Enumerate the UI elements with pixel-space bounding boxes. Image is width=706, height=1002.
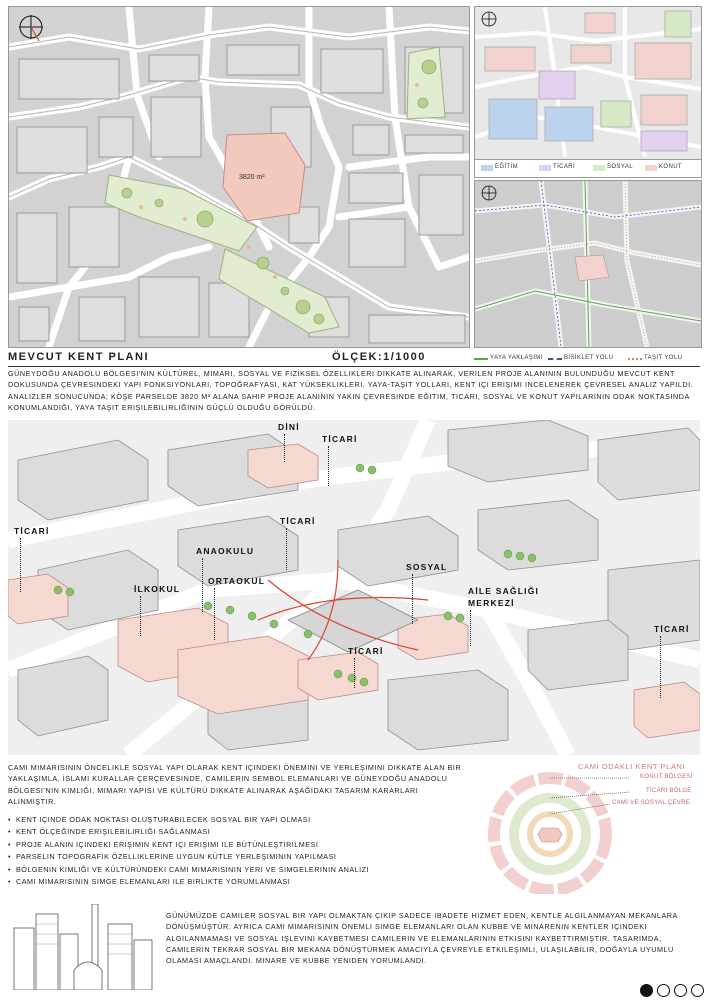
zoning-diagram — [470, 770, 630, 894]
site-plan-drawing — [9, 7, 469, 347]
leader-sosyal — [412, 574, 413, 624]
vehicle-legend-label: TAŞIT YOLU — [644, 355, 683, 361]
walk-legend-label: YAYA YAKLAŞIMI — [490, 355, 543, 361]
decision-item: • KENT ÖLÇEĞINDE ERIŞILEBILIRLIĞI SAĞLANMASI — [8, 826, 462, 838]
label-dini: DİNİ — [278, 422, 300, 432]
walk-legend-line — [474, 358, 488, 360]
site-plan-scale: ÖLÇEK:1/1000 — [332, 351, 426, 363]
pagination — [636, 984, 704, 1002]
legend-swatch-egitim — [481, 165, 493, 171]
page-dot[interactable] — [657, 984, 670, 997]
label-ticari-right: TİCARİ — [654, 624, 690, 634]
function-map-drawing — [475, 7, 701, 177]
legend-label-sosyal: SOSYAL — [607, 164, 633, 170]
diagram-label-konut: KONUT BÖLGESİ — [640, 774, 693, 780]
leader-dini — [284, 434, 285, 462]
diagram-title: CAMİ ODAKLI KENT PLANI — [578, 762, 686, 771]
decision-item: • BÖLGENIN KIMLIĞI VE KÜLTÜRÜNDEKI CAMI MIMARISININ YERI VE SIMGELERININ ANALIZI — [8, 864, 462, 876]
leader-ilkokul — [140, 596, 141, 636]
circulation-map-drawing — [475, 181, 701, 347]
label-ticari-mid: TİCARİ — [280, 516, 316, 526]
decision-item: • CAMI MIMARISININ SIMGE ELEMANLARI ILE BIRLIKTE YORUMLANMASI — [8, 876, 462, 888]
label-ortaokul: ORTAOKUL — [208, 576, 266, 586]
label-ticari-top: TİCARİ — [322, 434, 358, 444]
bike-legend-label: BİSİKLET YOLU — [564, 355, 614, 361]
decision-list — [8, 814, 462, 888]
decision-item: • PROJE ALANIN IÇINDEKI ERIŞIMIN KENT IÇI ERIŞIMI ILE BÜTÜNLEŞTIRILMESI — [8, 839, 462, 851]
legend-label-egitim: EĞİTİM — [495, 164, 519, 170]
leader-ticari-mid — [286, 528, 287, 570]
diagram-label-ticari: TİCARİ BÖLGE — [646, 788, 692, 794]
vehicle-legend-line — [628, 358, 642, 360]
label-aile-sagligi: AİLE SAĞLIĞI — [468, 586, 540, 596]
legend-swatch-sosyal — [593, 165, 605, 171]
site-plan-map — [8, 6, 470, 348]
page-dot[interactable] — [674, 984, 687, 997]
leader-ticari-bottom — [354, 658, 355, 688]
circulation-map — [474, 180, 702, 348]
leader-ticari-top — [328, 446, 329, 486]
isometric-view — [8, 420, 700, 755]
legend-swatch-ticari — [539, 165, 551, 171]
label-merkezi: MERKEZİ — [468, 598, 515, 608]
leader-aile-sagligi — [470, 610, 471, 646]
label-sosyal: SOSYAL — [406, 562, 448, 572]
isometric-drawing — [8, 420, 700, 755]
legend-label-ticari: TİCARİ — [553, 164, 576, 170]
bike-legend-line — [548, 358, 562, 360]
leader-ticari-left — [20, 538, 21, 592]
design-paragraph: CAMI MIMARISININ ÖNCELIKLE SOSYAL YAPI OLARAK KENT IÇINDEKI ÖNEMINI VE YERLEŞIMINI DIKKATE ALAN BIR YAKLAŞIMLA, İSLAMI KURALLAR ÇERÇEVESINDE, CAMILERIN SEMBOL ELEMANLARI VE GÜNEYDOĞU ANADOLU BÖLGESI'NIN KIMLIĞI, MIMARI YAPISI VE KÜLTÜRÜ DIKKATE ALINARAK AŞAĞIDAKI TASARIM KARARLARI ALINMIŞTIR. — [8, 763, 462, 806]
function-map — [474, 6, 702, 178]
decision-item: • KENT IÇINDE ODAK NOKTASI OLUŞTURABILECEK SOSYAL BIR YAPI OLMASI — [8, 814, 462, 826]
decision-item: • PARSELIN TOPOGRAFIK ÖZELLIKLERINE UYGUN KÜTLE YERLEŞIMININ YAPILMASI — [8, 851, 462, 863]
leader-anaokulu — [202, 558, 203, 612]
site-plan-title: MEVCUT KENT PLANI — [8, 351, 149, 363]
minaret-sketch — [8, 904, 158, 990]
label-anaokulu: ANAOKULU — [196, 546, 255, 556]
label-ticari-left: TİCARİ — [14, 526, 50, 536]
analysis-paragraph: GÜNEYDOĞU ANADOLU BÖLGESI'NIN KÜLTÜREL, MIMARI, SOSYAL VE FIZIKSEL ÖZELLIKLERI DIKKATE ALINARAK, VERILEN PROJE ALANININ BULUNDUĞU MEVCUT KENT DOKUSUNDA ÇEVRESINDEKI YAPI FONKSIYONLARI, TOPOĞRAFYASI, KAT YÜKSEKLIKLERI, YAYA-TAŞIT YOLLARI, KENT IÇI ERIŞIMI INCELENEREK ÇEVRESEL ANALIZ YAPILDI. ANALIZLER SONUCUNDA; KÖŞE PARSELDE 3820 M² ALANA SAHIP PROJE ALANININ YAKIN ÇEVRESINDE EĞITIM, TICARI, SOSYAL VE KONUT YAPILARININ ODAK NOKTASINDA KONUMLANDIĞI, YAYA TAŞIT ERIŞILEBILIRLIĞININ GÜÇLÜ OLDUĞU GÖRÜLDÜ. — [8, 369, 694, 412]
parcel-area-label: 3820 m² — [239, 174, 265, 181]
diagram-label-cami: CAMİ VE SOSYAL ÇEVRE — [612, 800, 691, 806]
legend-swatch-konut — [645, 165, 657, 171]
leader-ortaokul — [214, 588, 215, 640]
page-dot[interactable] — [691, 984, 704, 997]
leader-ticari-right — [660, 636, 661, 698]
label-ilkokul: İLKOKUL — [134, 584, 181, 594]
legend-label-konut: KONUT — [659, 164, 682, 170]
page-dot-active[interactable] — [640, 984, 653, 997]
function-legend — [475, 159, 701, 178]
label-ticari-bottom: TİCARİ — [348, 646, 384, 656]
closing-paragraph: GÜNÜMÜZDE CAMILER SOSYAL BIR YAPI OLMAKTAN ÇIKIP SADECE IBADETE HIZMET EDEN, KENTLE ALGILANMAYAN MEKANLARA DÖNÜŞMÜŞTÜR. AYRICA CAMI MIMARISININ ÖNEMLI SIMGE ELEMANLARI OLAN KUBBE VE MINARENIN KENTLER IÇINDEKI ALGILANMAMASI VE SOSYAL IŞLEVINI KAYBETMESI CAMILERIN VE ELEMANLARININ ETKISINI KAYBETTIRMIŞTIR. TASARIMDA, CAMILERIN TEKRAR SOSYAL BIR MEKANA DÖNÜŞTÜRMEK AMACIYLA ÇEVREYLE ETKILEŞIMLI, ULAŞILABILIR, DOĞAYLA UYUMLU OLAMASI AMAÇLANDI. MINARE VE KUBBE YENIDEN YORUMLANDI. — [166, 911, 678, 966]
